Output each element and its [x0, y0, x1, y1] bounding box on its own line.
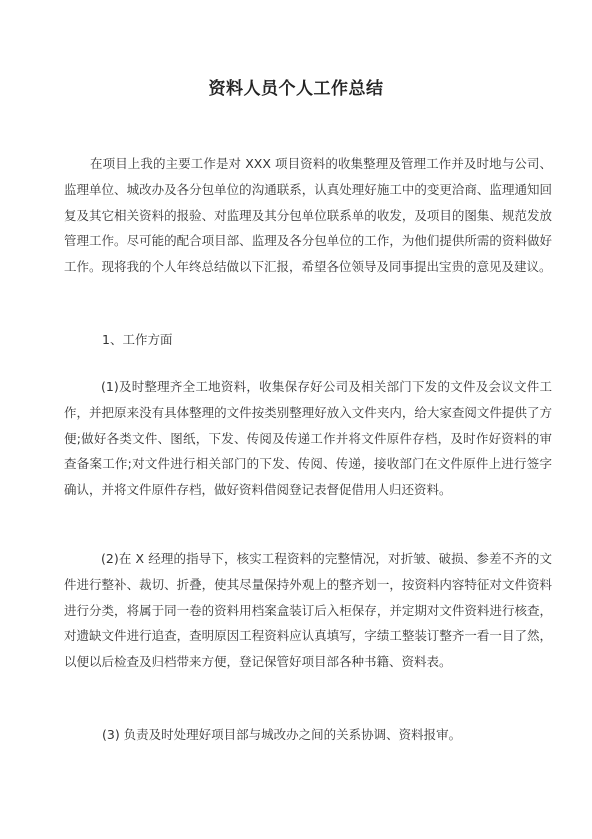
intro-paragraph: 在项目上我的主要工作是对 XXX 项目资料的收集整理及管理工作并及时地与公司、监理单位、城改办及各分包单位的沟通联系，认真处理好施工中的变更洽商、监理通知回复及其它相关资料的报验、对监理及其分包单位联系单的收发，及项目的图集、规范发放管理工作。尽可能的配合项目部、监理及各分包单位的工作，为他们提供所需的资料做好工作。现将我的个人年终总结做以下汇报，希望各位领导及同事提出宝贵的意见及建议。	[64, 156, 552, 275]
work-item-3-paragraph: (3) 负责及时处理好项目部与城改办之间的关系协调、资料报审。	[102, 727, 462, 742]
work-item-2-paragraph: (2)在 X 经理的指导下，核实工程资料的完整情况，对折皱、破损、参差不齐的文件进行整补、裁切、折叠，使其尽量保持外观上的整齐划一，按资料内容特征对文件资料进行分类，将属于同一卷的资料用档案盒装订后入柜保存，并定期对文件资料进行核查，对遗缺文件进行追查，查明原因工程资料应认真填写，字绩工整装订整齐一看一目了然，以便以后检查及归档带来方便，登记保管好项目部各种书籍、资料表。	[64, 551, 552, 670]
document-title: 资料人员个人工作总结	[208, 79, 384, 99]
section-heading-work: 1、工作方面	[102, 332, 173, 347]
work-item-1-paragraph: (1)及时整理齐全工地资料，收集保存好公司及相关部门下发的文件及会议文件工作，并把原来没有具体整理的文件按类别整理好放入文件夹内，给大家查阅文件提供了方便;做好各类文件、图纸，下发、传阅及传递工作并将文件原件存档，及时作好资料的审查备案工作;对文件进行相关部门的下发、传阅、传递，接收部门在文件原件上进行签字确认，并将文件原件存档，做好资料借阅登记表督促借用人归还资料。	[64, 379, 552, 498]
